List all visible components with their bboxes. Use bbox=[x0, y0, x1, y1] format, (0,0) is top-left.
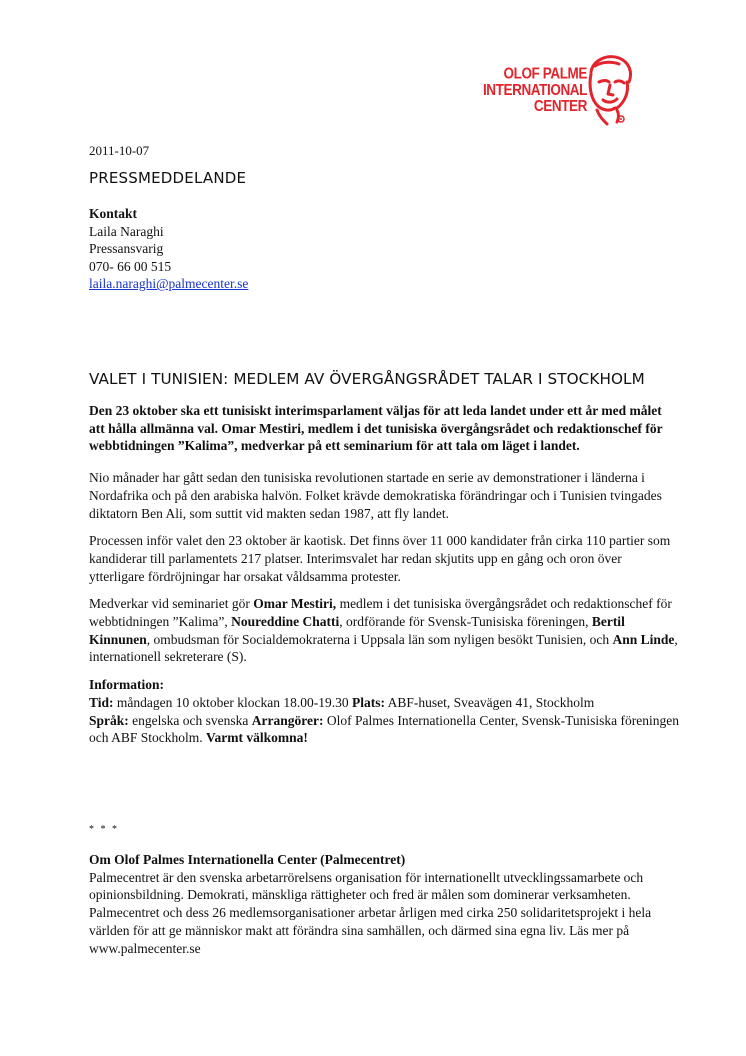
paragraph-revolution: Nio månader har gått sedan den tunisiska revolutionen startade en serie av demonstrationer i länderna i Nordafrika och på den arabiska halvön. Folket krävde demokratiska förändringar och i Tunisien tvingades diktatorn Ben Ali, som suttit vid makten sedan 1987, att fly landet. bbox=[89, 470, 662, 521]
olof-palme-center-logo bbox=[462, 52, 637, 128]
contact-role: Pressansvarig bbox=[89, 241, 164, 257]
place-value: ABF-huset, Sveavägen 41, Stockholm bbox=[384, 694, 595, 710]
time-value: måndagen 10 oktober klockan 18.00-19.30 bbox=[113, 694, 352, 710]
document-type: PRESSMEDDELANDE bbox=[89, 169, 247, 187]
contact-label: Kontakt bbox=[89, 206, 138, 221]
olof-palme-portrait-icon bbox=[577, 52, 637, 128]
article-body bbox=[89, 402, 679, 757]
participant-ann-linde: Ann Linde bbox=[612, 631, 675, 647]
language-value: engelska och svenska bbox=[128, 712, 252, 728]
participant-omar-mestiri: Omar Mestiri, bbox=[253, 596, 337, 612]
headline: VALET I TUNISIEN: MEDLEM AV ÖVERGÅNGSRÅDET TALAR I STOCKHOLM bbox=[89, 370, 645, 388]
information-details bbox=[89, 694, 679, 747]
logo-wordmark bbox=[483, 66, 587, 114]
organizers-label: Arrangörer: bbox=[251, 712, 324, 728]
paragraph-participants: Medverkar vid seminariet gör Omar Mestiri, medlem i det tunisiska övergångsrådet och redaktionschef för webbtidningen ”Kalima”, Noureddine Chatti, ordförande för Svensk-Tunisiska föreningen, Bertil Kinnunen, ombudsman för Socialdemokraterna i Uppsala län som nyligen besökt Tunisien, och Ann Linde, internationell sekreterare (S). bbox=[89, 596, 678, 665]
participant-bertil-kinnunen: Bertil Kinnunen bbox=[89, 614, 625, 647]
contact-block bbox=[89, 205, 248, 293]
welcome-text: Varmt välkomna! bbox=[206, 730, 308, 746]
information-heading: Information: bbox=[89, 677, 164, 693]
time-label: Tid: bbox=[89, 694, 114, 710]
logo-line-3: CENTER bbox=[533, 97, 587, 115]
place-label: Plats: bbox=[351, 694, 385, 710]
contact-phone: 070- 66 00 515 bbox=[89, 258, 172, 274]
logo-line-2: INTERNATIONAL bbox=[482, 80, 587, 99]
participant-noureddine-chatti: Noureddine Chatti bbox=[231, 614, 340, 630]
section-separator: * * * bbox=[89, 824, 119, 835]
contact-email-link[interactable]: laila.naraghi@palmecenter.se bbox=[89, 276, 249, 292]
language-label: Språk: bbox=[89, 712, 129, 728]
paragraph-election-process: Processen inför valet den 23 oktober är kaotisk. Det finns över 11 000 kandidater från cirka 110 partier som kandiderar till parlamentets 217 platser. Interimsvalet har redan skjutits upp en gång och oron över ytterligare fördröjningar har orsakat våldsamma protester. bbox=[89, 533, 671, 584]
about-heading: Om Olof Palmes Internationella Center (Palmecentret) bbox=[89, 852, 406, 867]
logo-line-1: OLOF PALME bbox=[503, 64, 587, 83]
organizers-value: Olof Palmes Internationella Center, Svensk-Tunisiska föreningen och ABF Stockholm. bbox=[89, 712, 679, 746]
release-date: 2011-10-07 bbox=[89, 143, 150, 158]
contact-name: Laila Naraghi bbox=[89, 223, 164, 239]
about-text: Palmecentret är den svenska arbetarrörelsens organisation för internationellt utvecklingssamarbete och opinionsbildning. Demokrati, mänskliga rättigheter och fred är målen som dominerar verksamheten. Palmecentret och dess 26 medlemsorganisationer arbetar årligen med cirka 250 solidaritetsprojekt i hela världen för att ge människor makt att förändra sina samhällen, och därmed sina egna liv. Läs mer på www.palmecenter.se bbox=[89, 869, 652, 956]
lead-paragraph: Den 23 oktober ska ett tunisiskt interimsparlament väljas för att leda landet under ett år med målet att hålla allmänna val. Omar Mestiri, medlem i det tunisiska övergångsrådet och redaktionschef för webbtidningen ”Kalima”, medverkar på ett seminarium för att tala om läget i landet. bbox=[89, 403, 663, 454]
about-section bbox=[89, 851, 679, 957]
